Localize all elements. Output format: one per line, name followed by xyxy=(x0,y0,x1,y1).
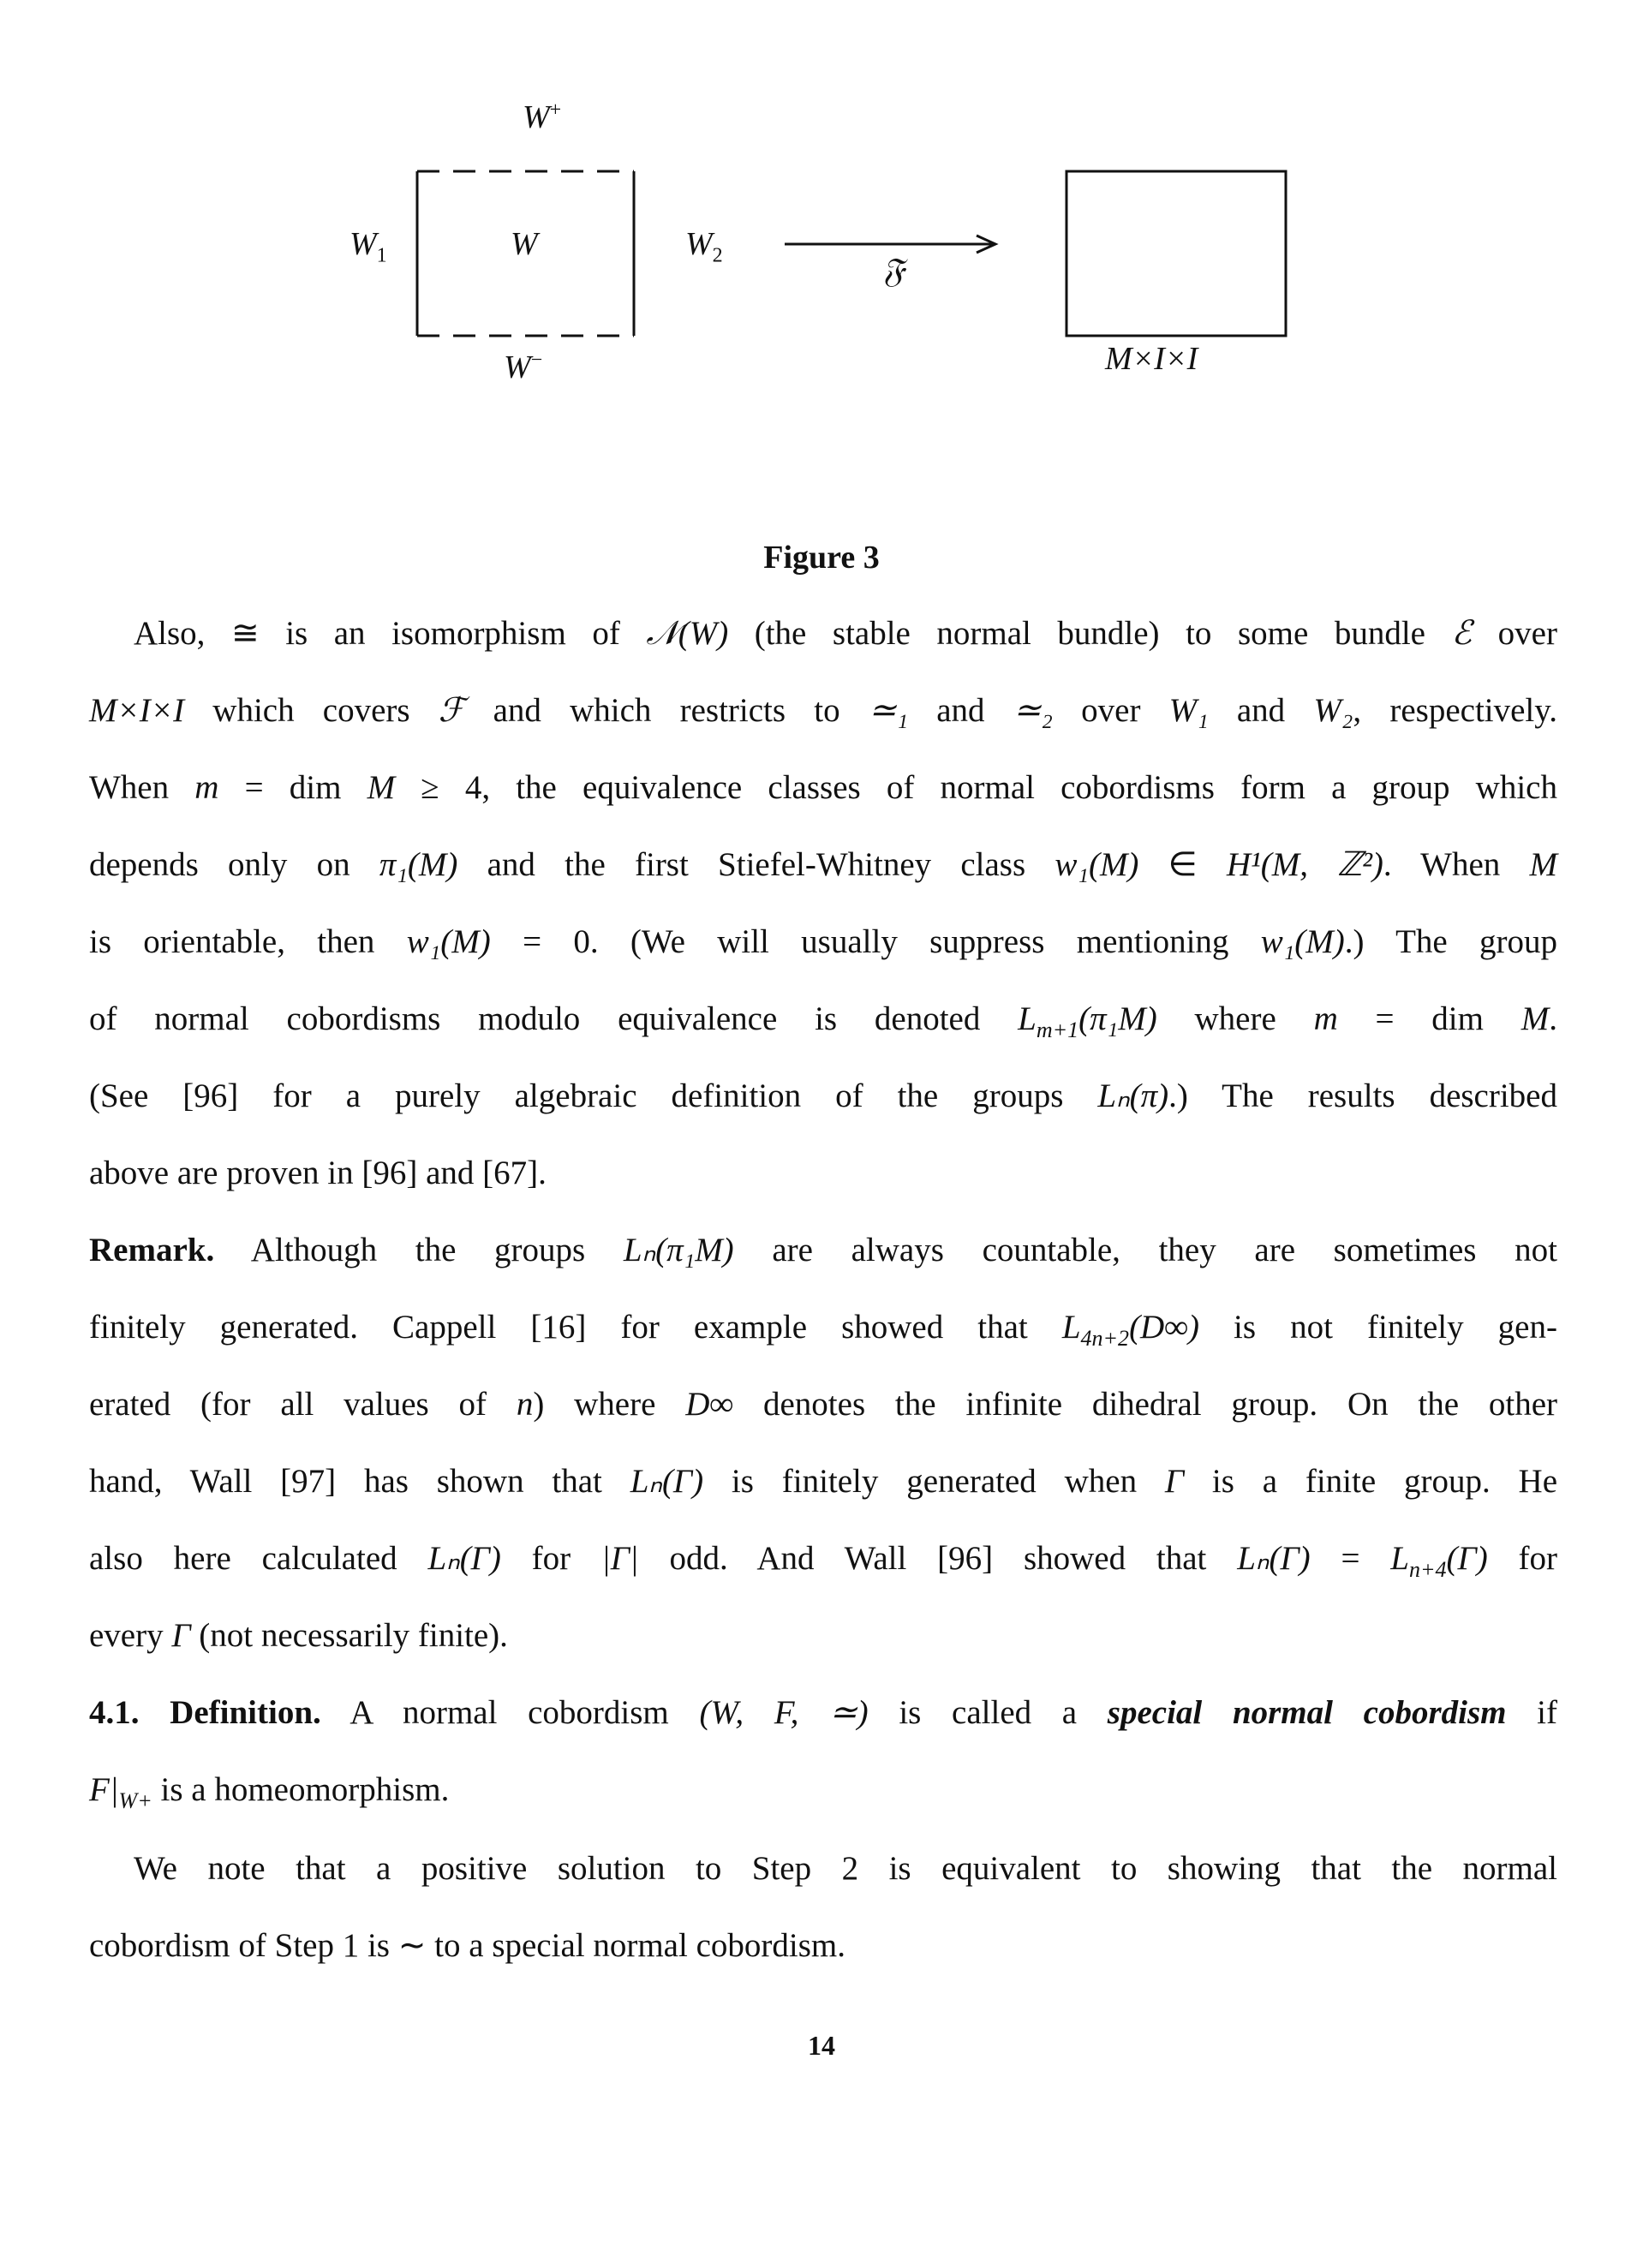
text-run: We note that a positive solution to Step 2 is equivalent to showing that the normal xyxy=(134,1850,1557,1887)
text-run: depends only on xyxy=(89,846,379,883)
paragraph-line xyxy=(89,1848,1557,1889)
text-run: for xyxy=(500,1540,601,1577)
paragraph-line xyxy=(89,1925,1557,1967)
text-run: .) The group xyxy=(1344,923,1557,960)
paragraph-line xyxy=(89,1615,1557,1656)
math-run: Lₙ(Γ) xyxy=(427,1540,501,1577)
text-run: ) where xyxy=(533,1386,686,1423)
run-heading: 4.1. Definition. xyxy=(89,1694,321,1731)
math-run: D∞ xyxy=(685,1386,734,1423)
text-run: if xyxy=(1506,1694,1557,1731)
math-run: Lₙ(π) xyxy=(1097,1077,1169,1114)
math-run: M xyxy=(367,769,396,806)
math-run: ℰ xyxy=(1451,615,1473,652)
math-run: ℱ xyxy=(438,692,465,729)
math-run: w₁(M) xyxy=(1055,846,1139,883)
label-w1: $W_1$ xyxy=(350,226,387,267)
text-run: over xyxy=(1472,615,1557,652)
math-run: $L_{m+1}(\pi_1M)$ xyxy=(1018,1000,1157,1042)
paragraph-line xyxy=(89,690,1557,731)
math-run: M xyxy=(1521,1000,1550,1037)
paragraph-line xyxy=(89,1307,1557,1351)
text-run: , respectively. xyxy=(1353,692,1557,729)
text-run: Although the groups xyxy=(214,1232,624,1268)
text-run: and the first Stiefel-Whitney class xyxy=(457,846,1055,883)
text-run: = dim xyxy=(1337,1000,1521,1037)
text-run: finitely generated. Cappell [16] for example showed that xyxy=(89,1309,1062,1346)
text-run: is finitely generated when xyxy=(703,1463,1165,1500)
text-run: (not necessarily finite). xyxy=(190,1617,508,1654)
math-run: (W, F, ≃) xyxy=(699,1694,869,1731)
math-run: M xyxy=(1529,846,1558,883)
text-run: = 0. (We will usually suppress mentioning xyxy=(490,923,1261,960)
paragraph-line xyxy=(89,1153,1557,1194)
text-run: every xyxy=(89,1617,172,1654)
text-run: cobordism of Step 1 is xyxy=(89,1927,398,1964)
text-run: and xyxy=(1208,692,1314,729)
run-emphasis: special normal cobordism xyxy=(1107,1694,1507,1731)
text-run: is an isomorphism of xyxy=(259,615,647,652)
text-run: are always countable, they are sometimes not xyxy=(733,1232,1557,1268)
math-run: $F|_{W+}$ xyxy=(89,1771,152,1813)
label-w-minus: W− xyxy=(504,349,543,385)
figure-3-diagram xyxy=(0,0,1643,480)
text-run: = dim xyxy=(218,769,367,806)
label-w2: $W_2$ xyxy=(685,226,723,267)
math-run: Lₙ(Γ) xyxy=(1237,1540,1311,1577)
text-run: . When xyxy=(1383,846,1530,883)
text-run: (See [96] for a purely algebraic definition of the groups xyxy=(89,1077,1098,1114)
text-run: over xyxy=(1052,692,1169,729)
text-run: .) The results described xyxy=(1168,1077,1557,1114)
page-number: 14 xyxy=(808,2030,835,2061)
label-arrow-map: 𝔉 xyxy=(882,251,905,289)
math-run: n xyxy=(516,1386,534,1423)
math-run: w₁(M) xyxy=(406,923,491,960)
paragraph-line xyxy=(89,1770,1557,1811)
math-run: 𝒩(W) xyxy=(646,615,729,652)
math-run: Lₙ(Γ) xyxy=(630,1463,704,1500)
paragraph-line xyxy=(89,1384,1557,1425)
math-run: π₁(M) xyxy=(379,846,458,883)
text-run: ≥ 4, the equivalence classes of normal cobordisms form a group which xyxy=(395,769,1557,806)
text-run: also here calculated xyxy=(89,1540,428,1577)
math-run: m xyxy=(194,769,219,806)
text-run: = xyxy=(1310,1540,1391,1577)
text-run: ∈ xyxy=(1138,846,1227,883)
math-run: W₂ xyxy=(1313,692,1353,729)
text-run: Also, xyxy=(134,615,231,652)
text-run: erated (for all values of xyxy=(89,1386,517,1423)
text-run: is a homeomorphism. xyxy=(152,1771,450,1808)
text-run: is orientable, then xyxy=(89,923,407,960)
math-run: Lₙ(π₁M) xyxy=(623,1232,734,1268)
paragraph-line xyxy=(89,613,1557,654)
math-run: ≃₁ xyxy=(868,692,909,729)
text-run: ≅ xyxy=(230,615,260,652)
text-run: for xyxy=(1487,1540,1557,1577)
paragraph-line xyxy=(89,922,1557,963)
text-run: ∼ xyxy=(397,1927,427,1964)
box-target xyxy=(1066,171,1286,336)
paragraph-line xyxy=(89,1076,1557,1117)
math-run: |Γ| xyxy=(600,1540,639,1577)
math-run: m xyxy=(1313,1000,1338,1037)
math-run: W₁ xyxy=(1168,692,1209,729)
paragraph-line xyxy=(89,1692,1557,1734)
text-run: hand, Wall [97] has shown that xyxy=(89,1463,630,1500)
math-run: H¹(M, ℤ²) xyxy=(1226,846,1383,883)
text-run: is called a xyxy=(868,1694,1108,1731)
label-target-mxixi: M×I×I xyxy=(1105,341,1198,377)
figure-caption: Figure 3 xyxy=(763,540,880,576)
math-run: w₁(M) xyxy=(1260,923,1345,960)
math-run: M×I×I xyxy=(89,692,185,729)
label-w-center: W xyxy=(511,226,538,262)
run-heading: Remark. xyxy=(89,1232,215,1268)
paragraph-line xyxy=(89,1230,1557,1271)
paragraph-line xyxy=(89,767,1557,809)
paragraph-line xyxy=(89,845,1557,886)
text-run: denotes the infinite dihedral group. On the other xyxy=(733,1386,1557,1423)
text-run: above are proven in [96] and [67]. xyxy=(89,1155,547,1191)
text-run: and xyxy=(908,692,1013,729)
paragraph-line xyxy=(89,999,1557,1040)
math-run: Γ xyxy=(171,1617,191,1654)
text-run: odd. And Wall [96] showed that xyxy=(638,1540,1238,1577)
text-run: is a finite group. He xyxy=(1184,1463,1557,1500)
label-w-plus: W+ xyxy=(523,98,562,135)
math-run: $L_{4n+2}(D\infty)$ xyxy=(1061,1309,1200,1351)
text-run: is not finitely gen- xyxy=(1199,1309,1557,1346)
text-run: When xyxy=(89,769,195,806)
math-run: $L_{n+4}(\Gamma)$ xyxy=(1390,1540,1488,1582)
text-run: which covers xyxy=(184,692,439,729)
text-run: A normal cobordism xyxy=(320,1694,700,1731)
math-run: ≃₂ xyxy=(1013,692,1053,729)
text-run: to a special normal cobordism. xyxy=(426,1927,845,1964)
math-run: Γ xyxy=(1164,1463,1185,1500)
text-run: (the stable normal bundle) to some bundle xyxy=(728,615,1452,652)
paragraph-line xyxy=(89,1461,1557,1502)
text-run: where xyxy=(1156,1000,1314,1037)
text-run: . xyxy=(1549,1000,1557,1037)
text-run: of normal cobordisms modulo equivalence is denoted xyxy=(89,1000,1019,1037)
paragraph-line xyxy=(89,1538,1557,1582)
text-run: and which restricts to xyxy=(464,692,869,729)
